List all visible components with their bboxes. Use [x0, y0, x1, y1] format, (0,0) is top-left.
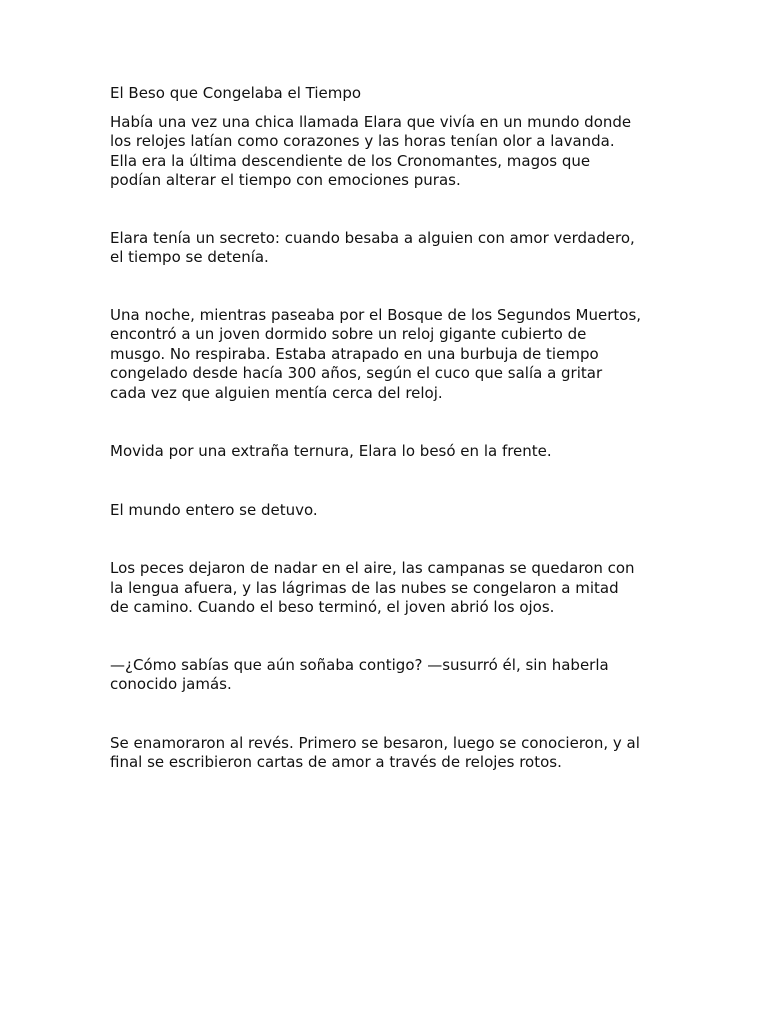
paragraph-4: Movida por una extraña ternura, Elara lo besó en la frente. — [110, 442, 552, 460]
paragraph-3: Una noche, mientras paseaba por el Bosque de los Segundos Muertos, encontró a un joven dormido sobre un reloj gigante cubierto de musgo. No respiraba. Estaba atrapado en una burbuja de tiempo congelado desde hacía 300 años, según el cuco que salía a gritar cada vez que alguien mentía cerca del reloj. — [110, 305, 642, 402]
document-page — [110, 84, 670, 773]
paragraph-5: El mundo entero se detuvo. — [110, 500, 318, 519]
paragraph-6: Los peces dejaron de nadar en el aire, las campanas se quedaron con la lengua afuera, y las lágrimas de las nubes se congelaron a mitad de camino. Cuando el beso terminó, el joven abrió los ojos. — [110, 559, 635, 616]
paragraph-8: Se enamoraron al revés. Primero se besaron, luego se conocieron, y al final se escribieron cartas de amor a través de relojes rotos. — [110, 733, 640, 771]
paragraph-2: Elara tenía un secreto: cuando besaba a alguien con amor verdadero, el tiempo se detenía. — [110, 228, 635, 266]
document-title: El Beso que Congelaba el Tiempo — [110, 84, 362, 102]
paragraph-1: Había una vez una chica llamada Elara que vivía en un mundo donde los relojes latían como corazones y las horas tenían olor a lavanda. Ella era la última descendiente de los Cronomantes, magos que podían alterar el tiempo con emociones puras. — [110, 112, 632, 189]
paragraph-7: —¿Cómo sabías que aún soñaba contigo? —susurró él, sin haberla conocido jamás. — [110, 655, 609, 693]
